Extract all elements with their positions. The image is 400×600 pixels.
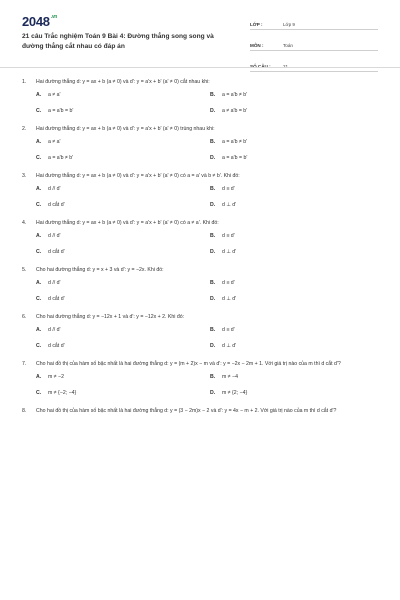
question-number: 8. xyxy=(22,408,27,414)
question-number: 2. xyxy=(22,126,27,132)
option-letter: D. xyxy=(210,343,216,349)
question-text: Hai đường thẳng d: y = ax + b (a ≠ 0) và d': y = a'x + b' (a' ≠ 0) có a ≠ a'. Khi đó: xyxy=(36,220,219,226)
option-c[interactable] xyxy=(36,390,210,397)
option-text: d cắt d' xyxy=(48,202,65,208)
option-text: d ⊥ d' xyxy=(222,202,237,208)
option-text: d // d' xyxy=(48,186,61,192)
option-letter: B. xyxy=(210,280,216,286)
question-list xyxy=(22,78,382,425)
question-text: Cho hai đường thẳng d: y = −12x + 1 và d': y = −12x + 2. Khi đó: xyxy=(36,314,185,320)
option-text: m ≠ {2; −4} xyxy=(222,390,248,396)
option-c[interactable] xyxy=(36,249,210,256)
header xyxy=(0,0,400,69)
option-letter: D. xyxy=(210,390,216,396)
option-letter: B. xyxy=(210,92,216,98)
page-title: 21 câu Trắc nghiệm Toán 9 Bài 4: Đường thẳng song song và đường thẳng cắt nhau có đáp án xyxy=(22,33,214,50)
option-text: d ≡ d' xyxy=(222,280,235,286)
option-letter: D. xyxy=(210,108,216,114)
options xyxy=(36,327,382,350)
option-d[interactable] xyxy=(210,249,384,256)
question-7 xyxy=(22,360,382,397)
option-c[interactable] xyxy=(36,155,210,162)
question-stem xyxy=(22,266,382,274)
options xyxy=(36,233,382,256)
option-c[interactable] xyxy=(36,343,210,350)
question-text: Cho hai đồ thị của hàm số bậc nhất là hai đường thẳng d: y = (m + 2)x − m và d': y = −2x − 2m + 1. Với giá trị nào của m thì d cắt d'? xyxy=(36,361,341,367)
options xyxy=(36,139,382,162)
logo-suffix: .vn xyxy=(50,14,58,20)
option-b[interactable] xyxy=(210,92,384,99)
question-text: Hai đường thẳng d: y = ax + b (a ≠ 0) và d': y = a'x + b' (a' ≠ 0) trùng nhau khi: xyxy=(36,126,215,132)
options xyxy=(36,374,382,397)
option-text: m ≠ −2 xyxy=(48,374,64,380)
option-letter: B. xyxy=(210,374,216,380)
question-number: 5. xyxy=(22,267,27,273)
option-d[interactable] xyxy=(210,296,384,303)
question-number: 4. xyxy=(22,220,27,226)
option-d[interactable] xyxy=(210,343,384,350)
option-letter: B. xyxy=(210,186,216,192)
option-letter: A. xyxy=(36,280,42,286)
meta-key: LỚP : xyxy=(250,22,263,27)
option-text: d ⊥ d' xyxy=(222,343,237,349)
option-text: a = a'b = b' xyxy=(222,155,248,161)
option-letter: B. xyxy=(210,327,216,333)
option-letter: A. xyxy=(36,92,42,98)
option-a[interactable] xyxy=(36,186,210,193)
option-text: m ≠ −4 xyxy=(222,374,238,380)
option-d[interactable] xyxy=(210,108,384,115)
option-b[interactable] xyxy=(210,327,384,334)
option-text: a ≠ a' xyxy=(48,139,61,145)
option-letter: C. xyxy=(36,296,42,302)
question-stem xyxy=(22,313,382,321)
option-text: d // d' xyxy=(48,233,61,239)
question-1 xyxy=(22,78,382,115)
question-stem xyxy=(22,219,382,227)
meta-value: Toán xyxy=(283,43,293,48)
option-letter: D. xyxy=(210,249,216,255)
option-text: d cắt d' xyxy=(48,296,65,302)
question-5 xyxy=(22,266,382,303)
option-text: d ≡ d' xyxy=(222,186,235,192)
question-number: 3. xyxy=(22,173,27,179)
option-text: d // d' xyxy=(48,280,61,286)
option-text: a ≠ a'b = b' xyxy=(222,108,248,114)
option-letter: D. xyxy=(210,296,216,302)
header-divider xyxy=(0,67,400,68)
option-b[interactable] xyxy=(210,186,384,193)
meta-key: SỐ CÂU : xyxy=(250,64,271,69)
option-c[interactable] xyxy=(36,202,210,209)
option-a[interactable] xyxy=(36,233,210,240)
question-4 xyxy=(22,219,382,256)
options xyxy=(36,92,382,115)
option-d[interactable] xyxy=(210,390,384,397)
option-letter: A. xyxy=(36,327,42,333)
option-letter: C. xyxy=(36,108,42,114)
question-2 xyxy=(22,125,382,162)
question-number: 7. xyxy=(22,361,27,367)
question-6 xyxy=(22,313,382,350)
option-d[interactable] xyxy=(210,155,384,162)
question-text: Cho hai đồ thị của hàm số bậc nhất là hai đường thẳng d: y = (3 − 2m)x − 2 và d': y = 4x − m + 2. Với giá trị nào của m thì d cắt d'? xyxy=(36,408,337,414)
option-letter: C. xyxy=(36,390,42,396)
option-b[interactable] xyxy=(210,280,384,287)
option-a[interactable] xyxy=(36,139,210,146)
meta-row-count xyxy=(250,56,378,72)
option-a[interactable] xyxy=(36,327,210,334)
question-stem xyxy=(22,125,382,133)
option-c[interactable] xyxy=(36,296,210,303)
question-stem xyxy=(22,360,382,368)
question-text: Hai đường thẳng d: y = ax + b (a ≠ 0) và d': y = a'x + b' (a' ≠ 0) cắt nhau khi: xyxy=(36,79,210,85)
meta-value: Lớp 9 xyxy=(283,22,295,27)
option-text: d ≡ d' xyxy=(222,327,235,333)
logo-text: 2048 xyxy=(22,14,50,29)
options xyxy=(36,280,382,303)
option-text: d ≡ d' xyxy=(222,233,235,239)
option-text: d cắt d' xyxy=(48,343,65,349)
option-letter: C. xyxy=(36,202,42,208)
option-letter: A. xyxy=(36,374,42,380)
option-text: d cắt d' xyxy=(48,249,65,255)
question-3 xyxy=(22,172,382,209)
meta-value: 21 xyxy=(283,64,289,69)
option-letter: B. xyxy=(210,139,216,145)
option-b[interactable] xyxy=(210,139,384,146)
question-stem xyxy=(22,172,382,180)
option-a[interactable] xyxy=(36,280,210,287)
option-d[interactable] xyxy=(210,202,384,209)
option-a[interactable] xyxy=(36,374,210,381)
option-letter: A. xyxy=(36,186,42,192)
option-letter: D. xyxy=(210,155,216,161)
option-text: d // d' xyxy=(48,327,61,333)
question-number: 6. xyxy=(22,314,27,320)
option-letter: A. xyxy=(36,139,42,145)
option-letter: C. xyxy=(36,155,42,161)
option-text: a = a'b ≠ b' xyxy=(222,139,248,145)
site-logo[interactable] xyxy=(22,14,57,29)
meta-row-class xyxy=(250,14,378,30)
option-text: a = a'b = b' xyxy=(48,108,74,114)
question-stem xyxy=(22,407,382,415)
option-letter: C. xyxy=(36,343,42,349)
option-letter: A. xyxy=(36,233,42,239)
question-stem xyxy=(22,78,382,86)
option-c[interactable] xyxy=(36,108,210,115)
option-letter: B. xyxy=(210,233,216,239)
question-8 xyxy=(22,407,382,415)
option-text: a = a'b ≠ b' xyxy=(48,155,74,161)
options xyxy=(36,186,382,209)
option-letter: D. xyxy=(210,202,216,208)
option-b[interactable] xyxy=(210,233,384,240)
meta-row-subject xyxy=(250,35,378,51)
question-text: Hai đường thẳng d: y = ax + b (a ≠ 0) và d': y = a'x + b' (a' ≠ 0) có a = a' và b ≠ b'. Khi đó: xyxy=(36,173,240,179)
option-text: m ≠ {−2; −4} xyxy=(48,390,77,396)
option-text: a = a'b ≠ b' xyxy=(222,92,248,98)
meta-key: MÔN : xyxy=(250,43,264,48)
question-text: Cho hai đường thẳng d: y = x + 3 và d': y = −2x. Khi đó: xyxy=(36,267,164,273)
option-b[interactable] xyxy=(210,374,384,381)
question-number: 1. xyxy=(22,79,27,85)
option-letter: C. xyxy=(36,249,42,255)
option-a[interactable] xyxy=(36,92,210,99)
option-text: d ⊥ d' xyxy=(222,296,237,302)
option-text: d ⊥ d' xyxy=(222,249,237,255)
option-text: a ≠ a' xyxy=(48,92,61,98)
